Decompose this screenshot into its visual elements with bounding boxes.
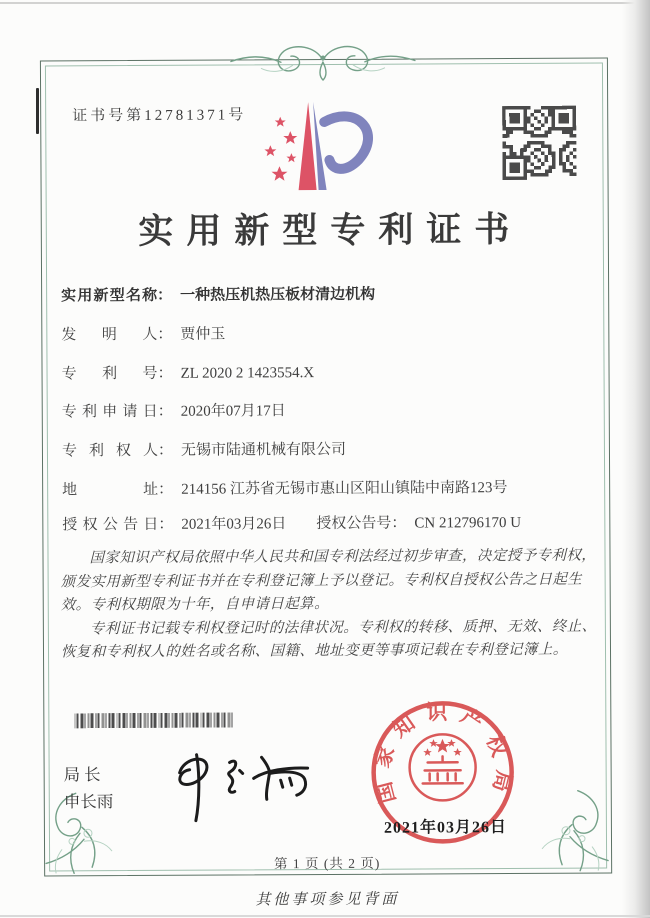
field-value: CN 212796170 U xyxy=(414,514,522,532)
field-row-inventor xyxy=(61,324,225,347)
field-label: 专利权人 xyxy=(61,442,158,460)
seal-text: 国家知识产权局 xyxy=(369,700,517,806)
signature-icon xyxy=(149,742,349,838)
legal-paragraph: 国家知识产权局依照中华人民共和国专利法经过初步审查，决定授予专利权，颁发实用新型专利证书并在专利登记簿上予以登记。专利权自授权公告之日起生效。专利权期限为十年，自申请日起算。 xyxy=(60,547,597,614)
certificate-number: 证书号第12781371号 xyxy=(72,107,247,125)
field-label: 授权公告号 xyxy=(316,515,392,533)
barcode-icon xyxy=(74,712,234,728)
field-row-grant xyxy=(62,512,521,536)
page-footer: 第 1 页 (共 2 页) xyxy=(273,855,381,872)
field-row-patentee xyxy=(62,439,346,462)
field-label: 实用新型名称 xyxy=(61,287,158,305)
director-title: 局长 xyxy=(63,765,105,785)
field-colon: ： xyxy=(157,326,173,343)
director-name: 申长雨 xyxy=(63,792,114,812)
director-block xyxy=(64,761,114,815)
field-label: 发明人 xyxy=(61,326,158,344)
field-value: ZL 2020 2 1423554.X xyxy=(180,365,315,382)
field-colon: ： xyxy=(157,287,173,304)
field-colon: ： xyxy=(158,481,174,498)
field-row-filing-date xyxy=(62,400,286,423)
field-colon: ： xyxy=(391,515,407,532)
legal-paragraph: 专利证书记载专利权登记时的法律状况。专利权的转移、质押、无效、终止、恢复和专利权人的姓名或名称、国籍、地址变更等事项记载在专利登记簿上。 xyxy=(60,618,597,661)
field-value: 无锡市陆通机械有限公司 xyxy=(180,441,347,459)
field-value: 2021年03月26日 xyxy=(181,516,287,533)
legal-text xyxy=(60,545,601,665)
field-value: 一种热压机热压板材清边机构 xyxy=(180,286,376,304)
seal-date: 2021年03月26日 xyxy=(383,819,507,837)
field-row-name xyxy=(61,284,375,308)
certificate-title: 实用新型专利证书 xyxy=(138,209,523,251)
field-colon: ： xyxy=(157,403,173,420)
field-colon: ： xyxy=(158,516,174,533)
field-label: 授权公告日 xyxy=(62,516,159,534)
qr-code-icon xyxy=(502,106,576,180)
field-value: 214156 江苏省无锡市惠山区阳山镇陆中南路123号 xyxy=(181,480,508,498)
field-value: 2020年07月17日 xyxy=(180,403,286,420)
field-label: 地址 xyxy=(62,481,159,499)
field-value: 贾仲玉 xyxy=(180,326,226,343)
field-label: 专利申请日 xyxy=(61,403,158,421)
field-colon: ： xyxy=(157,365,173,382)
field-row-patent-no xyxy=(61,362,314,385)
svg-text:国家知识产权局 xyxy=(369,700,516,806)
field-row-address xyxy=(62,477,507,501)
cnipa-logo-icon xyxy=(246,96,395,195)
back-note: 其他事项参见背面 xyxy=(255,891,400,909)
field-colon: ： xyxy=(157,442,174,459)
field-label: 专利号 xyxy=(61,365,158,383)
